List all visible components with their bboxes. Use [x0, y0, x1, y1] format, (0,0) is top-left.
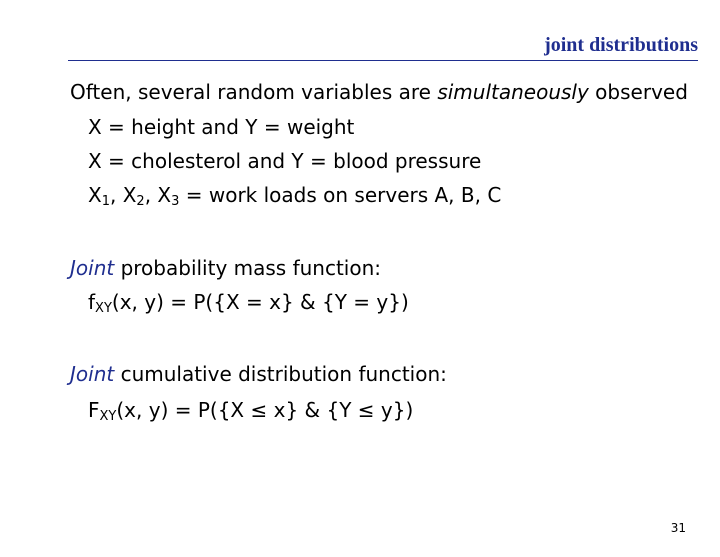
servers-sub-2: 2	[136, 194, 145, 209]
servers-sub-1: 1	[101, 194, 110, 209]
cdf-heading	[70, 362, 447, 386]
slide-number: 31	[670, 521, 686, 535]
servers-suffix: = work loads on servers A, B, C	[179, 183, 502, 207]
intro-emphasis: simultaneously	[437, 80, 589, 104]
pmf-formula	[88, 290, 409, 314]
cdf-subscript: XY	[99, 409, 117, 424]
pmf-heading-suffix: probability mass function:	[114, 256, 382, 280]
cdf-f: F	[88, 398, 100, 422]
cdf-formula-body: (x, y) = P({X ≤ x} & {Y ≤ y})	[116, 398, 414, 422]
servers-x1: X	[88, 183, 102, 207]
pmf-subscript: XY	[95, 301, 112, 316]
cdf-formula	[88, 398, 413, 422]
pmf-formula-body: (x, y) = P({X = x} & {Y = y})	[111, 290, 409, 314]
example-servers	[88, 183, 501, 207]
intro-prefix: Often, several random variables are	[70, 80, 438, 104]
cdf-joint-word: Joint	[70, 362, 115, 386]
header-title: joint distributions	[544, 34, 698, 56]
servers-sub-3: 3	[171, 194, 180, 209]
servers-sep-2: , X	[144, 183, 172, 207]
example-cholesterol: X = cholesterol and Y = blood pressure	[88, 149, 482, 173]
pmf-heading	[70, 256, 381, 280]
pmf-joint-word: Joint	[70, 256, 115, 280]
servers-sep-1: , X	[109, 183, 137, 207]
cdf-heading-suffix: cumulative distribution function:	[114, 362, 447, 386]
example-height-weight: X = height and Y = weight	[88, 115, 355, 139]
header-rule	[68, 60, 698, 61]
intro-suffix: observed	[588, 80, 688, 104]
intro-line	[70, 80, 688, 104]
pmf-f: f	[88, 290, 96, 314]
